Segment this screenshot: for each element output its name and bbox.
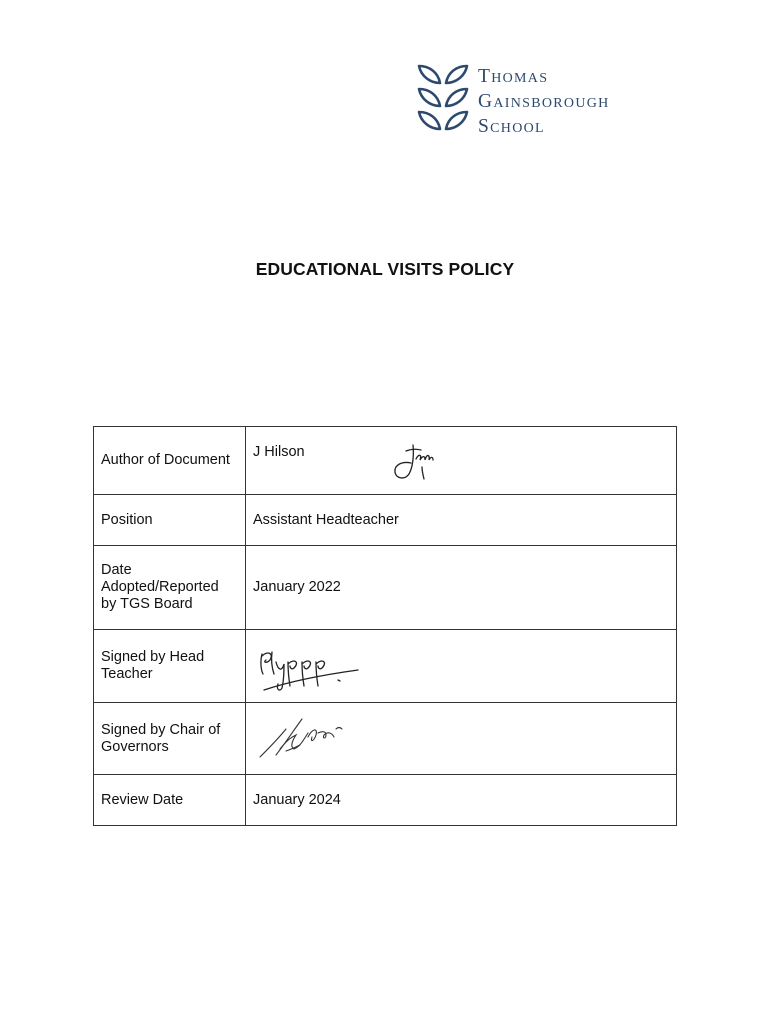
date-adopted-label: Date Adopted/Reported by TGS Board — [94, 546, 246, 630]
review-date-value: January 2024 — [246, 775, 677, 826]
author-cell — [246, 427, 677, 495]
table-row-head-teacher — [94, 630, 677, 703]
logo-line-3: School — [478, 116, 545, 137]
table-row-review-date — [94, 775, 677, 826]
author-value: J Hilson — [253, 444, 305, 460]
chair-governors-signature-cell — [246, 703, 677, 775]
head-teacher-signature-cell — [246, 630, 677, 703]
table-row-chair-governors — [94, 703, 677, 775]
wheat-leaf-icon — [416, 62, 470, 134]
school-logo — [416, 62, 610, 139]
author-signature — [389, 441, 439, 483]
chair-governors-label: Signed by Chair of Governors — [94, 703, 246, 775]
head-teacher-label: Signed by Head Teacher — [94, 630, 246, 703]
position-label: Position — [94, 495, 246, 546]
table-row-author — [94, 427, 677, 495]
date-adopted-value: January 2022 — [246, 546, 677, 630]
logo-wordmark — [478, 64, 610, 139]
table-row-position — [94, 495, 677, 546]
position-value: Assistant Headteacher — [246, 495, 677, 546]
chair-governors-signature — [256, 709, 366, 767]
review-date-label: Review Date — [94, 775, 246, 826]
logo-line-1: Thomas — [478, 66, 549, 87]
policy-info-table — [93, 426, 677, 826]
logo-line-2: Gainsborough — [478, 91, 610, 112]
author-label: Author of Document — [94, 427, 246, 495]
table-row-date-adopted — [94, 546, 677, 630]
document-title: EDUCATIONAL VISITS POLICY — [255, 259, 515, 279]
head-teacher-signature — [254, 644, 364, 700]
